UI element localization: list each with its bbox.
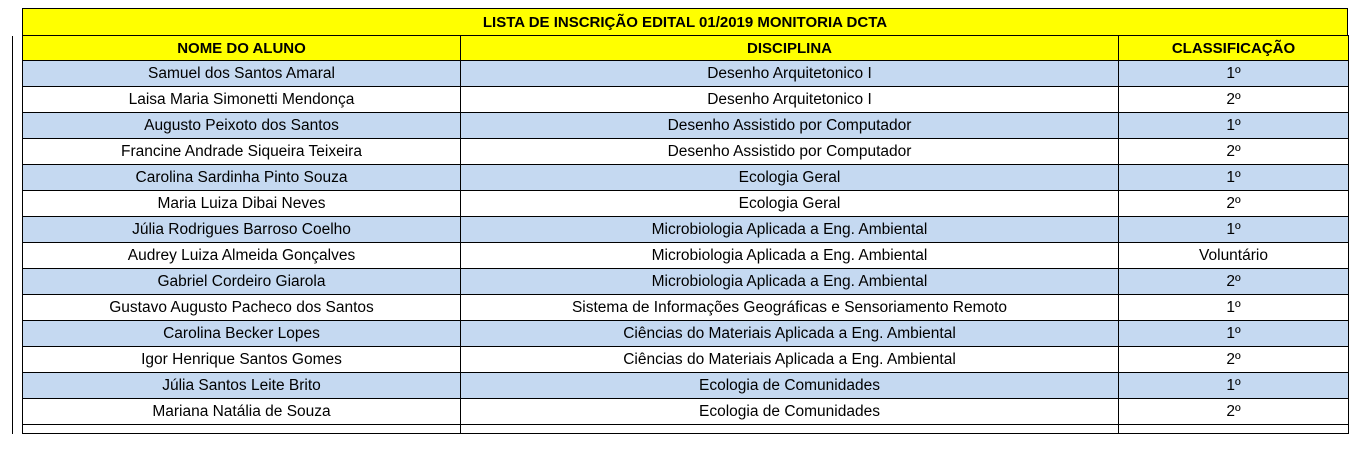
table-row — [13, 347, 1349, 373]
cell-classificacao[interactable]: Voluntário — [1119, 243, 1349, 269]
cell-disciplina[interactable]: Ciências do Materiais Aplicada a Eng. Ambiental — [461, 321, 1119, 347]
empty-cell[interactable] — [461, 425, 1119, 434]
cell-classificacao[interactable]: 2º — [1119, 191, 1349, 217]
cell-classificacao[interactable]: 2º — [1119, 139, 1349, 165]
cell-classificacao[interactable]: 2º — [1119, 399, 1349, 425]
table-row — [13, 321, 1349, 347]
table-row — [13, 61, 1349, 87]
cell-classificacao[interactable]: 1º — [1119, 165, 1349, 191]
cell-classificacao[interactable]: 1º — [1119, 217, 1349, 243]
row-gutter — [13, 269, 23, 295]
cell-classificacao[interactable]: 2º — [1119, 87, 1349, 113]
cell-nome-do-aluno[interactable]: Augusto Peixoto dos Santos — [23, 113, 461, 139]
cell-classificacao[interactable]: 2º — [1119, 347, 1349, 373]
cell-nome-do-aluno[interactable]: Júlia Santos Leite Brito — [23, 373, 461, 399]
row-gutter — [13, 373, 23, 399]
header-disciplina[interactable]: DISCIPLINA — [461, 36, 1119, 61]
table-row — [13, 165, 1349, 191]
row-gutter — [13, 165, 23, 191]
cell-classificacao[interactable]: 1º — [1119, 295, 1349, 321]
cell-disciplina[interactable]: Microbiologia Aplicada a Eng. Ambiental — [461, 243, 1119, 269]
cell-classificacao[interactable]: 1º — [1119, 321, 1349, 347]
row-gutter — [13, 399, 23, 425]
cell-nome-do-aluno[interactable]: Carolina Sardinha Pinto Souza — [23, 165, 461, 191]
cell-disciplina[interactable]: Desenho Arquitetonico I — [461, 61, 1119, 87]
cell-disciplina[interactable]: Sistema de Informações Geográficas e Sensoriamento Remoto — [461, 295, 1119, 321]
table-row — [13, 191, 1349, 217]
cell-disciplina[interactable]: Microbiologia Aplicada a Eng. Ambiental — [461, 269, 1119, 295]
cell-nome-do-aluno[interactable]: Igor Henrique Santos Gomes — [23, 347, 461, 373]
row-gutter — [13, 243, 23, 269]
sheet-title-text: LISTA DE INSCRIÇÃO EDITAL 01/2019 MONITORIA DCTA — [482, 13, 888, 31]
cell-disciplina[interactable]: Ciências do Materiais Aplicada a Eng. Ambiental — [461, 347, 1119, 373]
cell-disciplina[interactable]: Ecologia de Comunidades — [461, 399, 1119, 425]
header-nome-do-aluno[interactable]: NOME DO ALUNO — [23, 36, 461, 61]
empty-cell[interactable] — [1119, 425, 1349, 434]
cell-disciplina[interactable]: Microbiologia Aplicada a Eng. Ambiental — [461, 217, 1119, 243]
cell-disciplina[interactable]: Ecologia Geral — [461, 191, 1119, 217]
row-gutter — [13, 347, 23, 373]
cell-disciplina[interactable]: Ecologia de Comunidades — [461, 373, 1119, 399]
cell-classificacao[interactable]: 1º — [1119, 61, 1349, 87]
table-row — [13, 399, 1349, 425]
cell-classificacao[interactable]: 1º — [1119, 113, 1349, 139]
table-bottom-empty-row — [13, 425, 1349, 434]
cell-classificacao[interactable]: 2º — [1119, 269, 1349, 295]
row-gutter — [13, 321, 23, 347]
row-gutter — [13, 87, 23, 113]
header-classificacao[interactable]: CLASSIFICAÇÃO — [1119, 36, 1349, 61]
empty-cell[interactable] — [23, 425, 461, 434]
spreadsheet — [12, 8, 1348, 434]
table-row — [13, 113, 1349, 139]
row-gutter — [13, 425, 23, 434]
table-row — [13, 243, 1349, 269]
table-row — [13, 269, 1349, 295]
sheet-title — [22, 8, 1348, 35]
table-header-row — [13, 36, 1349, 61]
table-row — [13, 373, 1349, 399]
cell-nome-do-aluno[interactable]: Carolina Becker Lopes — [23, 321, 461, 347]
row-gutter — [13, 217, 23, 243]
table-row — [13, 217, 1349, 243]
table-row — [13, 87, 1349, 113]
cell-nome-do-aluno[interactable]: Maria Luiza Dibai Neves — [23, 191, 461, 217]
row-gutter — [13, 139, 23, 165]
enrollment-table — [12, 35, 1349, 434]
cell-disciplina[interactable]: Desenho Assistido por Computador — [461, 113, 1119, 139]
row-gutter — [13, 61, 23, 87]
cell-nome-do-aluno[interactable]: Laisa Maria Simonetti Mendonça — [23, 87, 461, 113]
cell-disciplina[interactable]: Desenho Arquitetonico I — [461, 87, 1119, 113]
cell-nome-do-aluno[interactable]: Audrey Luiza Almeida Gonçalves — [23, 243, 461, 269]
table-row — [13, 139, 1349, 165]
cell-disciplina[interactable]: Desenho Assistido por Computador — [461, 139, 1119, 165]
cell-nome-do-aluno[interactable]: Samuel dos Santos Amaral — [23, 61, 461, 87]
cell-nome-do-aluno[interactable]: Francine Andrade Siqueira Teixeira — [23, 139, 461, 165]
cell-disciplina[interactable]: Ecologia Geral — [461, 165, 1119, 191]
row-gutter — [13, 36, 23, 61]
row-gutter — [13, 191, 23, 217]
cell-nome-do-aluno[interactable]: Gustavo Augusto Pacheco dos Santos — [23, 295, 461, 321]
row-gutter — [13, 295, 23, 321]
cell-classificacao[interactable]: 1º — [1119, 373, 1349, 399]
table-row — [13, 295, 1349, 321]
cell-nome-do-aluno[interactable]: Mariana Natália de Souza — [23, 399, 461, 425]
row-gutter — [13, 113, 23, 139]
cell-nome-do-aluno[interactable]: Gabriel Cordeiro Giarola — [23, 269, 461, 295]
cell-nome-do-aluno[interactable]: Júlia Rodrigues Barroso Coelho — [23, 217, 461, 243]
